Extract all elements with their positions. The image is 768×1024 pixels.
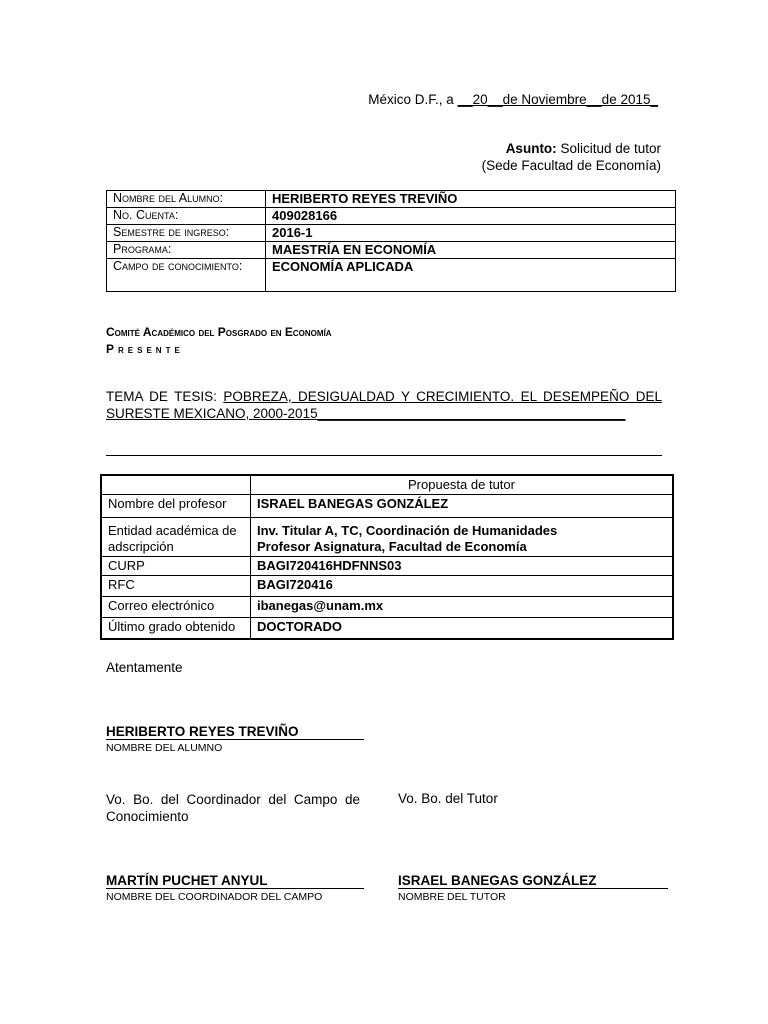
professor-name-label: Nombre del profesor (101, 495, 251, 518)
closing: Atentamente (106, 660, 183, 675)
curp-value: BAGI720416HDFNNS03 (251, 557, 674, 576)
tutor-approval-label: Vo. Bo. del Tutor (398, 791, 498, 806)
date-prefix: México D.F., a (368, 92, 458, 107)
rfc-label: RFC (101, 576, 251, 597)
tutor-table-header: Propuesta de tutor (251, 475, 674, 495)
thesis-topic-rule (106, 455, 662, 456)
student-signature-block (106, 724, 364, 754)
signature-line (398, 888, 668, 889)
degree-label: Último grado obtenido (101, 618, 251, 640)
table-row (101, 475, 673, 495)
student-signature-caption: NOMBRE DEL ALUMNO (106, 742, 223, 754)
coordinator-signature-name: MARTÍN PUCHET ANYUL (106, 873, 268, 888)
student-name-value: HERIBERTO REYES TREVIÑO (266, 191, 676, 208)
field-value: ECONOMÍA APLICADA (266, 259, 676, 292)
rfc-value: BAGI720416 (251, 576, 674, 597)
date-day: __20__ (457, 92, 503, 107)
entity-value-line2: Profesor Asignatura, Facultad de Economía (257, 539, 527, 554)
table-row (107, 191, 676, 208)
table-row (107, 242, 676, 259)
table-row (107, 208, 676, 225)
thesis-topic (106, 388, 662, 422)
thesis-topic-label: TEMA DE TESIS: (106, 389, 224, 404)
semester-value: 2016-1 (266, 225, 676, 242)
student-name-label: Nombre del Alumno: (107, 191, 266, 208)
curp-label: CURP (101, 557, 251, 576)
student-info-table (106, 190, 676, 292)
program-value: MAESTRÍA EN ECONOMÍA (266, 242, 676, 259)
date-month-year: de Noviembre__de 2015_ (502, 92, 658, 107)
entity-value-line1: Inv. Titular A, TC, Coordinación de Humanidades (257, 523, 558, 538)
signature-line (106, 739, 364, 740)
subject-sede: (Sede Facultad de Economía) (481, 158, 661, 173)
table-row (101, 618, 673, 640)
table-row (107, 225, 676, 242)
table-row (107, 259, 676, 292)
professor-name-value: ISRAEL BANEGAS GONZÁLEZ (251, 495, 674, 518)
tutor-signature-name: ISRAEL BANEGAS GONZÁLEZ (398, 873, 597, 888)
coordinator-signature-block (106, 873, 364, 903)
table-row (101, 518, 673, 557)
table-row (101, 597, 673, 618)
email-value: ibanegas@unam.mx (251, 597, 674, 618)
addressee-presente: Presente (106, 342, 184, 356)
subject-label: Asunto: (505, 141, 557, 156)
email-label: Correo electrónico (101, 597, 251, 618)
student-signature-name: HERIBERTO REYES TREVIÑO (106, 724, 299, 739)
thesis-topic-text: POBREZA, DESIGUALDAD Y CRECIMIENTO. EL DESEMPEÑO DEL SURESTE MEXICANO, 2000-2015_________________________________________ (106, 389, 663, 421)
semester-label: Semestre de ingreso: (107, 225, 266, 242)
subject-text: Solicitud de tutor (556, 141, 661, 156)
signature-line (106, 888, 364, 889)
addressee-block (106, 324, 332, 358)
date-line (368, 92, 658, 107)
field-label: Campo de conocimiento: (107, 259, 266, 292)
entity-value (251, 518, 674, 557)
tutor-signature-caption: NOMBRE DEL TUTOR (398, 891, 506, 903)
table-row (101, 576, 673, 597)
table-row (101, 495, 673, 518)
degree-value: DOCTORADO (251, 618, 674, 640)
program-label: Programa: (107, 242, 266, 259)
coordinator-approval-label: Vo. Bo. del Coordinador del Campo de Conocimiento (106, 792, 360, 824)
table-row (101, 557, 673, 576)
account-number-value: 409028166 (266, 208, 676, 225)
tutor-proposal-table (100, 474, 674, 640)
account-number-label: No. Cuenta: (107, 208, 266, 225)
entity-label: Entidad académica de adscripción (101, 518, 251, 557)
header-empty-cell (101, 475, 251, 495)
coordinator-signature-caption: NOMBRE DEL COORDINADOR DEL CAMPO (106, 891, 323, 903)
tutor-signature-block (398, 873, 668, 903)
subject-block (482, 140, 661, 174)
addressee-committee: Comité Académico del Posgrado en Economía (106, 325, 332, 339)
